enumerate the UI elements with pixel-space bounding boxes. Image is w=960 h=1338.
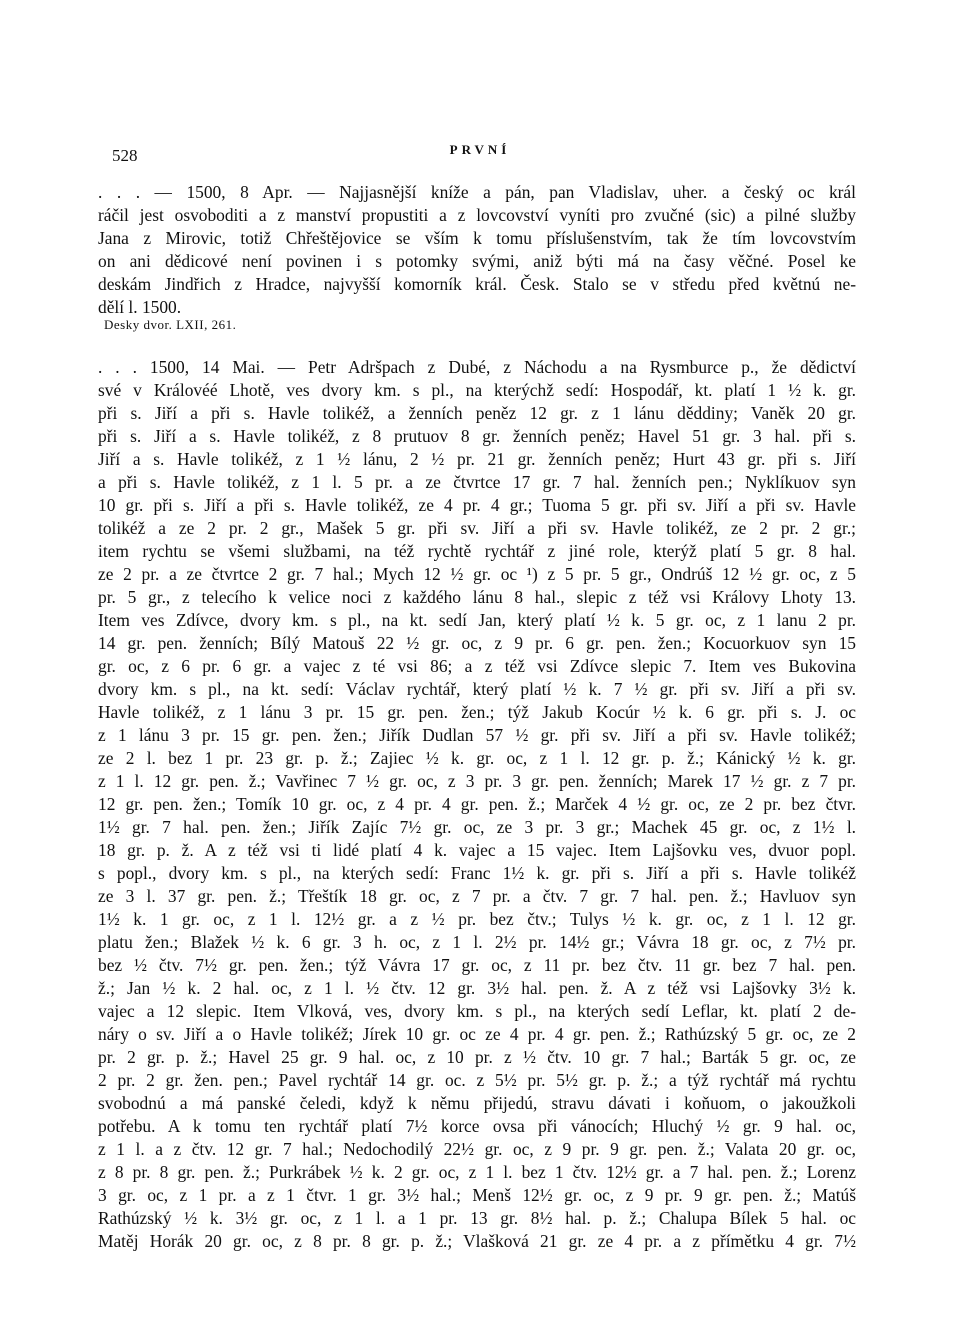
- text-line: při s. Jiří a při s. Havle tolikéž, a ženních peněz 12 gr. z 1 lánu děddiny; Vaněk 20 gr.: [98, 403, 856, 423]
- text-line: Matěj Horák 20 gr. oc, z 8 pr. 8 gr. p. ž.; Vlašková 21 gr. ze 4 pr. a z přímětku 4 gr. 7½: [98, 1231, 856, 1251]
- text-line: ž.; Jan ½ k. 2 hal. oc, z 1 l. ½ čtv. 12 gr. 3½ hal. pen. ž. A z též vsi Lajšovky 3½ k.: [98, 978, 856, 998]
- text-line: Rathúzský ½ k. 3½ gr. oc, z 1 l. a 1 pr. 13 gr. 8½ hal. p. ž.; Chalupa Bílek 5 hal. oc: [98, 1208, 856, 1228]
- text-line: ráčil jest osvoboditi a z manství propustiti a z lovcovství vyníti pro zvučné (sic) a pilné služby: [98, 205, 856, 225]
- text-line: deskám Jindřich z Hradce, najvyšší komorník král. Česk. Stalo se v středu před květnú ne-: [98, 274, 856, 294]
- text-line: . . . 1500, 14 Mai. — Petr Adršpach z Dubé, z Náchodu a na Rysmburce p., že dědictví: [98, 357, 856, 377]
- text-line: vajec a 12 slepic. Item Vlková, ves, dvory km. s pl., na kterých sedí Leflar, kt. platí 2 de-: [98, 1001, 856, 1021]
- text-line: své v Královéé Lhotě, ves dvory km. s pl., na kterýchž sedí: Hospodář, kt. platí 1 ½ k. gr.: [98, 380, 856, 400]
- text-line: tolikéž a ze 2 pr. 2 gr., Mašek 5 gr. při sv. Jiří a při sv. Havle tolikéž, ze 2 pr. 2 gr.;: [98, 518, 856, 538]
- text-line: Item ves Zdívce, dvory km. s pl., na kt. sedí Jan, který platí ½ k. 5 gr. oc, z 1 lanu 2 pr.: [98, 610, 856, 630]
- page-header: [98, 142, 862, 166]
- text-line: z 1 l. 12 gr. pen. ž.; Vavřinec 7 ½ gr. oc, z 3 pr. 3 gr. pen. ženních; Marek 17 ½ gr. z 7 pr.: [98, 771, 856, 791]
- text-line: Jana z Mirovic, totiž Chřeštějovice se vším k tomu příslušenstvím, tak že tím lovcovstvím: [98, 228, 856, 248]
- text-line: 18 gr. p. ž. A z též vsi ti lidé platí 4 k. vajec a 15 vajec. Item Lajšovku ves, dvuor popl.: [98, 840, 856, 860]
- text-line: ze 2 l. bez 1 pr. 23 gr. p. ž.; Zajiec ½ k. gr. oc, z 1 l. 12 gr. p. ž.; Kánický ½ k. gr.: [98, 748, 856, 768]
- text-line: . . . — 1500, 8 Apr. — Najjasnější kníže a pán, pan Vladislav, uher. a český oc král: [98, 182, 856, 202]
- text-line: svobodnú a má panské čeledi, když k němu přijedú, stravu dávati i koňuom, o jakoužkoli: [98, 1093, 856, 1113]
- text-line: z 8 pr. 8 gr. pen. ž.; Purkrábek ½ k. 2 gr. oc, z 1 l. bez 1 čtv. 12½ gr. a 7 hal. pen. ž.; Lorenz: [98, 1162, 856, 1182]
- running-title: PRVNÍ: [449, 142, 511, 157]
- text-line: dvory km. s pl., na kt. sedí: Václav rychtář, který platí ½ k. 7 ½ gr. při sv. Jiří a při sv.: [98, 679, 856, 699]
- text-line: on ani dědicové není povinen i s potomky svými, aniž býti má na časy věčné. Posel ke: [98, 251, 856, 271]
- text-line: item rychtu se všemi službami, na též rychtě rychtář z jiné role, kterýž platí 5 gr. 8 hal.: [98, 541, 856, 561]
- text-line: gr. oc, z 6 pr. 6 gr. a vajec z té vsi 86; a z též vsi Zdívce slepic 7. Item ves Bukovina: [98, 656, 856, 676]
- text-line: bez ½ čtv. 7½ gr. pen. žen.; týž Vávra 17 gr. oc, z 11 pr. bez čtv. 11 gr. bez 7 hal. pen.: [98, 955, 856, 975]
- text-line: 1½ gr. 7 hal. pen. žen.; Jiřík Zajíc 7½ gr. oc, ze 3 pr. 3 gr.; Machek 45 gr. oc, z 1½ l.: [98, 817, 856, 837]
- text-line: při s. Jiří a s. Havle tolikéž, z 8 prutuov 8 gr. ženních peněz; Havel 51 gr. 3 hal. při s.: [98, 426, 856, 446]
- text-line: a při s. Havle tolikéž, z 1 l. 5 pr. a ze čtvrtce 17 gr. 7 hal. ženních pen.; Nyklíkuov syn: [98, 472, 856, 492]
- text-line: 1½ k. 1 gr. oc, z 1 l. 12½ gr. a z ½ pr. bez čtv.; Tulys ½ k. gr. oc, z 1 l. 12 gr.: [98, 909, 856, 929]
- text-line: 2 pr. 2 gr. žen. pen.; Pavel rychtář 14 gr. oc. z 5½ pr. 5½ gr. p. ž.; a týž rychtář má rychtu: [98, 1070, 856, 1090]
- entry-1500-8-apr: [98, 181, 856, 319]
- text-line: Jiří a s. Havle tolikéž, z 1 ½ lánu, 2 ½ pr. 21 gr. ženních peněz; Hurt 43 gr. při s. Jiří: [98, 449, 856, 469]
- text-line: 12 gr. pen. žen.; Tomík 10 gr. oc, z 4 pr. 4 gr. pen. ž.; Marček 4 ½ gr. oc, ze 2 pr. bez čtvr.: [98, 794, 856, 814]
- source-citation: Desky dvor. LXII, 261.: [104, 317, 237, 332]
- text-line: pr. 5 gr., z telecího k velice noci z každého lánu 8 hal., slepic z též vsi Královy Lhoty 13.: [98, 587, 856, 607]
- text-line: potřebu. A k tomu ten rychtář platí 7½ korce ovsa při vánocích; Hluchý ½ gr. 9 hal. oc,: [98, 1116, 856, 1136]
- text-line: ze 3 l. 37 gr. pen. ž.; Třeštík 18 gr. oc, z 7 pr. a čtv. 7 gr. 7 hal. pen. ž.; Havluov syn: [98, 886, 856, 906]
- text-line: ze 2 pr. a ze čtvrtce 2 gr. 7 hal.; Mych 12 ½ gr. oc ¹) z 5 pr. 5 gr., Ondrúš 12 ½ gr. oc, z 5: [98, 564, 856, 584]
- text-line: dělí l. 1500.: [98, 297, 182, 317]
- text-line: 14 gr. pen. ženních; Bílý Matouš 22 ½ gr. oc, z 9 pr. 6 gr. pen. žen.; Kocuorkuov syn 15: [98, 633, 856, 653]
- entry-1500-14-mai: [98, 356, 856, 1253]
- text-line: 3 gr. oc, z 1 pr. a z 1 čtvr. 1 gr. 3½ hal.; Menš 12½ gr. oc, z 9 pr. 9 gr. pen. ž.; Matúš: [98, 1185, 856, 1205]
- text-line: z 1 lánu 3 pr. 15 gr. pen. žen.; Jiřík Dudlan 57 ½ gr. při sv. Jiří a při sv. Havle tolikéž;: [98, 725, 856, 745]
- text-line: náry o sv. Jiří a o Havle tolikéž; Jírek 10 gr. oc ze 4 pr. 4 gr. pen. ž.; Rathúzský 5 gr. oc, ze 2: [98, 1024, 856, 1044]
- text-line: Havle tolikéž, z 1 lánu 3 pr. 15 gr. pen. žen.; týž Jakub Kocúr ½ k. 6 gr. při s. J. oc: [98, 702, 856, 722]
- text-line: s popl., dvory km. s pl., na kterých sedí: Franc 1½ k. gr. při s. Jiří a při s. Havle tolikéž: [98, 863, 856, 883]
- text-line: pr. 2 gr. p. ž.; Havel 25 gr. 9 hal. oc, z 10 pr. z ½ čtv. 10 gr. 7 hal.; Barták 5 gr. oc, ze: [98, 1047, 856, 1067]
- page-number: 528: [112, 146, 138, 165]
- text-line: z 1 l. a z čtv. 12 gr. 7 hal.; Nedochodilý 22½ gr. oc, z 9 pr. 9 gr. pen. ž.; Valata 20 gr. oc,: [98, 1139, 856, 1159]
- text-line: platu žen.; Blažek ½ k. 6 gr. 3 h. oc, z 1 l. 2½ pr. 14½ gr.; Vávra 18 gr. oc, z 7½ pr.: [98, 932, 856, 952]
- text-line: 10 gr. při s. Jiří a při s. Havle tolikéž, ze 4 pr. 4 gr.; Tuoma 5 gr. při sv. Jiří a při sv. Havle: [98, 495, 856, 515]
